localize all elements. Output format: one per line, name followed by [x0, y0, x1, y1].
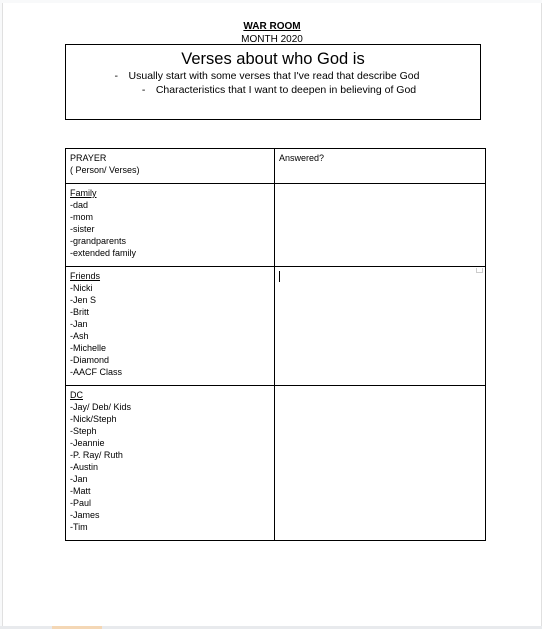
cell-resize-handle-icon[interactable]	[476, 268, 483, 273]
list-item: -P. Ray/ Ruth	[70, 450, 123, 460]
list-item: -Jan	[70, 319, 88, 329]
prayer-table	[65, 148, 486, 541]
list-item: -Steph	[70, 426, 97, 436]
family-prayer-cell[interactable]	[66, 184, 275, 267]
prayer-header-cell[interactable]	[66, 149, 275, 184]
verses-bullet-list	[66, 69, 480, 97]
list-item: -Jen S	[70, 295, 97, 305]
dash-bullet-icon: -	[141, 84, 146, 96]
list-item: -Diamond	[70, 355, 110, 365]
document-subtitle: MONTH 2020	[241, 34, 303, 45]
list-item: -Jan	[70, 474, 88, 484]
prayer-header-sublabel: ( Person/ Verses)	[70, 165, 140, 175]
answered-header-cell[interactable]	[275, 149, 486, 184]
list-item: -Paul	[70, 498, 92, 508]
dash-bullet-icon: -	[114, 70, 119, 82]
verses-bullet	[66, 83, 480, 97]
friends-answered-cell[interactable]	[275, 267, 486, 386]
verses-bullet-text: Usually start with some verses that I've read that describe God	[128, 70, 420, 82]
verses-heading: Verses about who God is	[181, 50, 365, 68]
document-title: WAR ROOM	[243, 21, 301, 32]
group-title-friends: Friends	[70, 271, 101, 281]
friends-prayer-cell[interactable]	[66, 267, 275, 386]
list-item: -James	[70, 510, 100, 520]
text-cursor	[279, 271, 280, 282]
verses-bullet	[66, 69, 480, 83]
table-row	[66, 267, 486, 386]
table-row	[66, 184, 486, 267]
group-title-family: Family	[70, 188, 97, 198]
list-item: -Ash	[70, 331, 89, 341]
list-item: -sister	[70, 224, 95, 234]
list-item: -Britt	[70, 307, 89, 317]
verses-bullet-text: Characteristics that I want to deepen in believing of God	[155, 84, 417, 96]
prayer-header-label: PRAYER	[70, 153, 107, 163]
list-item: -grandparents	[70, 236, 127, 246]
list-item: -extended family	[70, 248, 137, 258]
table-row	[66, 386, 486, 541]
list-item: -mom	[70, 212, 93, 222]
list-item: -Jeannie	[70, 438, 105, 448]
list-item: -Tim	[70, 522, 88, 532]
answered-header-label: Answered?	[279, 153, 325, 163]
verses-box[interactable]	[65, 44, 481, 120]
group-title-dc: DC	[70, 390, 83, 400]
list-item: -Austin	[70, 462, 99, 472]
list-item: -dad	[70, 200, 89, 210]
list-item: -AACF Class	[70, 367, 123, 377]
family-answered-cell[interactable]	[275, 184, 486, 267]
dc-answered-cell[interactable]	[275, 386, 486, 541]
list-item: -Matt	[70, 486, 91, 496]
list-item: -Jay/ Deb/ Kids	[70, 402, 132, 412]
list-item: -Nick/Steph	[70, 414, 117, 424]
list-item: -Nicki	[70, 283, 93, 293]
list-item: -Michelle	[70, 343, 107, 353]
dc-prayer-cell[interactable]	[66, 386, 275, 541]
table-header-row	[66, 149, 486, 184]
